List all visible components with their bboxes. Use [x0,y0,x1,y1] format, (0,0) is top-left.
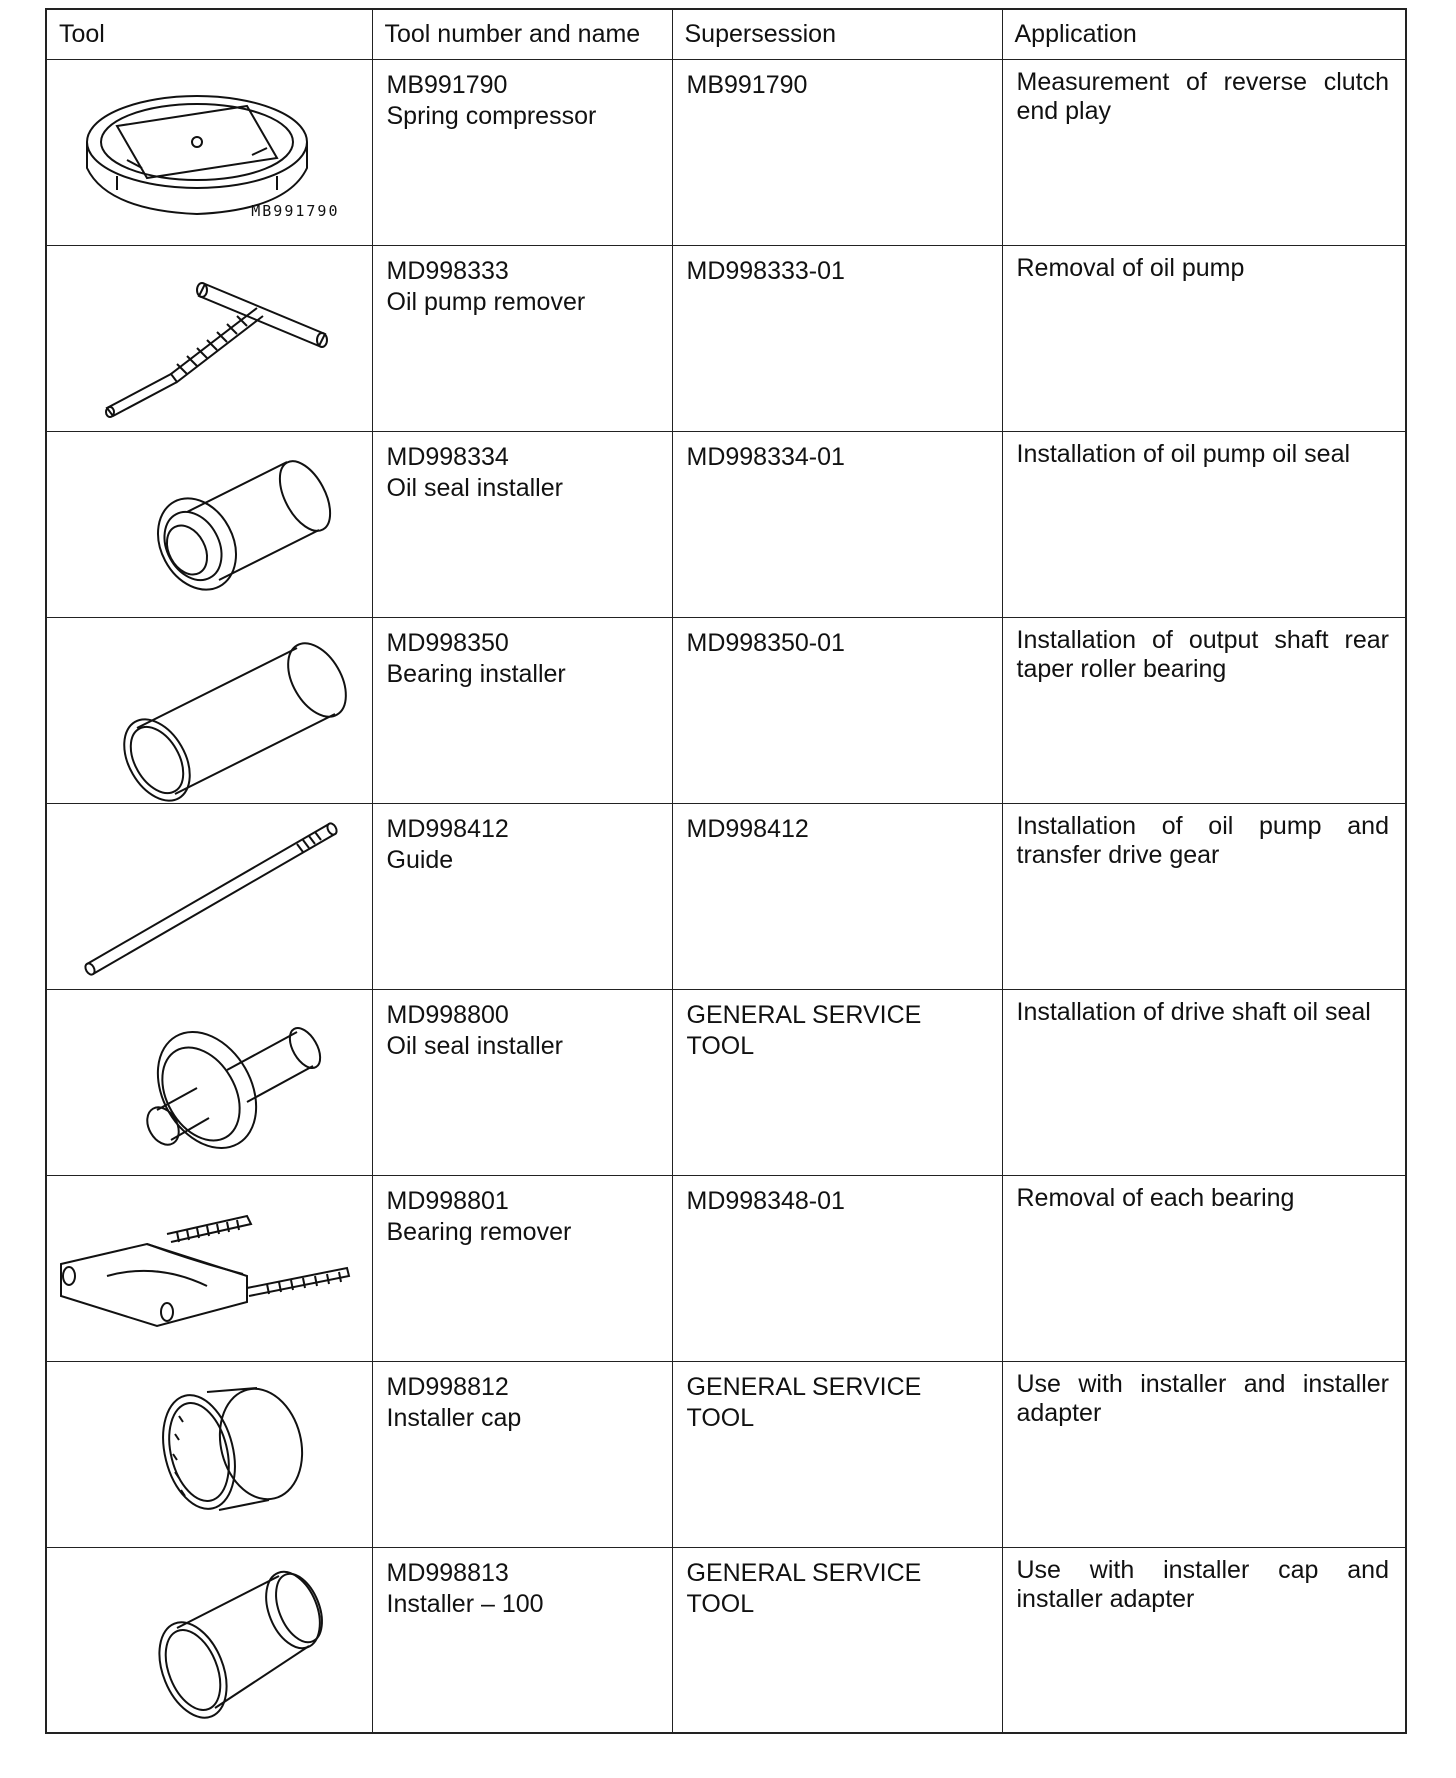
tool-image-cell [46,431,372,617]
supersession-cell [672,989,1002,1175]
supersession-cell [672,1361,1002,1547]
installer-cap-icon [47,1362,373,1548]
tool-number-name-cell [372,1361,672,1547]
application-text: Installation of drive shaft oil seal [1016,997,1371,1026]
tool-image-cell [46,1361,372,1547]
tool-number: MD998412 [386,814,509,843]
tool-number-name-cell [372,1547,672,1733]
bearing-installer-icon [47,618,373,804]
application-text: Removal of each bearing [1016,1183,1295,1212]
tool-image-cell [46,989,372,1175]
supersession-text: GENERAL SERVICE [686,1000,922,1029]
tool-name: Bearing installer [386,659,566,688]
table-row [46,59,1406,245]
supersession-text: MD998348-01 [686,1186,845,1215]
table-row [46,1547,1406,1733]
application-text: Installation of oil pump oil seal [1016,439,1351,468]
tool-number-name-cell [372,431,672,617]
tool-number: MD998813 [386,1558,509,1587]
bearing-remover-icon [47,1176,373,1362]
tool-name: Oil seal installer [386,1031,563,1060]
supersession-cell [672,803,1002,989]
tool-name: Bearing remover [386,1217,572,1246]
table-row [46,1361,1406,1547]
tool-number: MB991790 [386,70,508,99]
tool-name: Installer – 100 [386,1589,544,1618]
application-cell [1002,1547,1406,1733]
tool-image-cell [46,245,372,431]
tool-number-name-cell [372,989,672,1175]
application-cell [1002,59,1406,245]
application-text: Removal of oil pump [1016,253,1245,282]
tool-number: MD998350 [386,628,509,657]
supersession-text: MD998333-01 [686,256,845,285]
tool-image-cell [46,803,372,989]
tool-name: Oil seal installer [386,473,563,502]
supersession-text: MD998334-01 [686,442,845,471]
supersession-cell [672,431,1002,617]
tool-number-name-cell [372,245,672,431]
tool-name: Guide [386,845,454,874]
supersession-cell [672,1547,1002,1733]
supersession-text: TOOL [686,1403,755,1432]
application-text: Use with installer and installer adapter [1016,1369,1389,1427]
supersession-cell [672,617,1002,803]
tool-number: MD998801 [386,1186,509,1215]
supersession-cell [672,1175,1002,1361]
guide-icon [47,804,373,990]
table-row [46,617,1406,803]
tool-number: MD998812 [386,1372,509,1401]
supersession-text: MD998350-01 [686,628,845,657]
header-supersession: Supersession [672,9,1002,59]
tool-image-cell [46,59,372,245]
application-cell [1002,1361,1406,1547]
tool-number-name-cell [372,803,672,989]
tool-image-cell [46,1547,372,1733]
tool-image-cell [46,617,372,803]
supersession-cell [672,59,1002,245]
application-text: Measurement of reverse clutch end play [1016,67,1389,125]
oil-seal-installer-icon [47,432,373,618]
application-cell [1002,803,1406,989]
application-text: Use with installer cap and installer adapter [1016,1555,1389,1613]
installer-100-icon [47,1548,373,1734]
header-tool: Tool [46,9,372,59]
tool-number: MD998334 [386,442,509,471]
application-cell [1002,617,1406,803]
tool-number: MD998333 [386,256,509,285]
oil-seal-installer-flange-icon [47,990,373,1176]
tool-image-label: MB991790 [251,201,340,220]
supersession-text: TOOL [686,1589,755,1618]
application-cell [1002,989,1406,1175]
application-cell [1002,431,1406,617]
table-row [46,1175,1406,1361]
tool-number-name-cell [372,1175,672,1361]
supersession-text: GENERAL SERVICE [686,1372,922,1401]
oil-pump-remover-icon [47,246,373,432]
tool-name: Spring compressor [386,101,597,130]
special-tools-table [45,8,1407,1734]
tool-image-cell [46,1175,372,1361]
application-cell [1002,1175,1406,1361]
tool-number-name-cell [372,617,672,803]
table-row [46,803,1406,989]
tool-name: Oil pump remover [386,287,586,316]
supersession-cell [672,245,1002,431]
header-tool-number-name: Tool number and name [372,9,672,59]
table-row [46,989,1406,1175]
tool-number-name-cell [372,59,672,245]
supersession-text: MD998412 [686,814,809,843]
header-application: Application [1002,9,1406,59]
supersession-text: MB991790 [686,70,808,99]
application-text: Installation of output shaft rear taper roller bearing [1016,625,1389,683]
application-text: Installation of oil pump and transfer drive gear [1016,811,1389,869]
header-row [46,9,1406,59]
table-row [46,431,1406,617]
supersession-text: TOOL [686,1031,755,1060]
table-row [46,245,1406,431]
tool-number: MD998800 [386,1000,509,1029]
tool-name: Installer cap [386,1403,522,1432]
supersession-text: GENERAL SERVICE [686,1558,922,1587]
application-cell [1002,245,1406,431]
